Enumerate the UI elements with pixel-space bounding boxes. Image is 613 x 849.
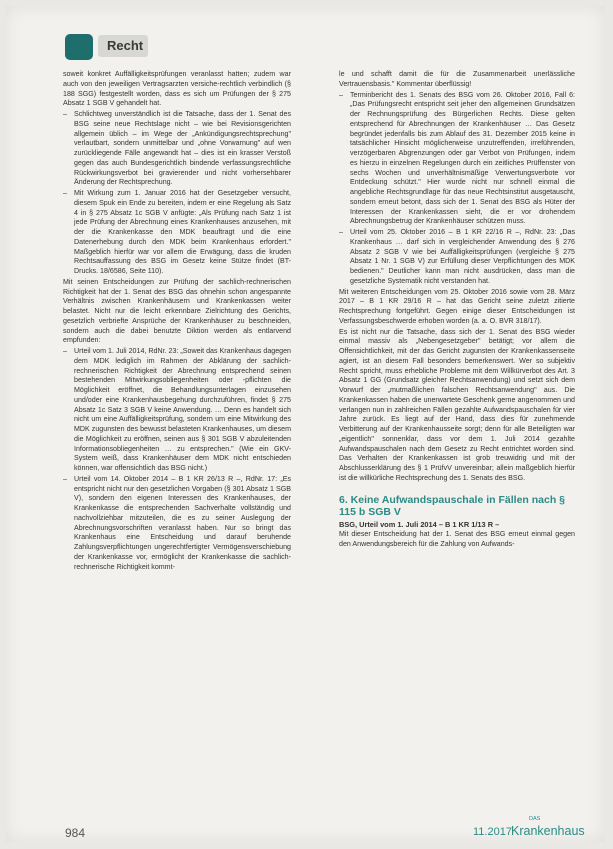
right-body-paragraph-1: Mit weiteren Entscheidungen vom 25. Oktober 2016 sowie vom 28. März 2017 – B 1 KR 29/16 R – hat das Gericht seine zuletzt zitierte Rechtsprechung fortgeführt. Gegen einige dieser Entscheidungen ist Verfassungsbeschwerde erhoben worden (a. a. O. BVR 318/17). [339,287,575,325]
section-label: Recht [98,35,148,57]
left-quote-list [63,347,291,572]
left-bullet-list [63,110,291,277]
list-item: – Urteil vom 14. Oktober 2014 – B 1 KR 26/13 R –, RdNr. 17: „Es entspricht nicht nur den gesetzlichen Vorgaben (§ 301 Absatz 1 SGB V), sondern den eigenen Interessen des Krankenhauses, der Krankenkasse die entsprechenden Sachverhalte vollständig und nachvollziehbar mitzuteilen, die es zu seiner Auslegung der Abrechnungsvorschriften veranlasst haben. Nur so bringt das Krankenhaus eine Entscheidung und darauf beruhende Zahlungsverpflichtungen ungerechtfertigter Vermögensverschiebung der Krankenkasse vor, ermöglicht der Krankenkasse die sachlich-rechnerische Richtigkeit kommt- [63,475,291,573]
right-column [339,70,575,551]
list-item: – Schlichtweg unverständlich ist die Tatsache, dass der 1. Senat des BSG seine neue Rechtslage nicht – wie bei Revisionsgerichten allgemein üblich – im Wege der „Ankündigungsrechtsprechung" verlautbart, sondern unmittelbar und „ohne Vorwarnung" auf wen zurückliegende Fälle angewandt hat – dies ist ein krasser Verstoß gegen das auch Bundesgerichtlich bindende verfassungsrechtliche Rückwirkungsverbot bei gravierender und nicht vorhersehbarer Änderung der Rechtsprechung. [63,110,291,188]
right-final-paragraph: Mit dieser Entscheidung hat der 1. Senat des BSG erneut einmal gegen den Anwendungsbereich für die Zahlung von Aufwands- [339,530,575,548]
right-bullet-list [339,91,575,287]
left-intro-paragraph: soweit konkret Auffälligkeitsprüfungen veranlasst hatten; zudem war auch von den jeweiligen Vertragsarzten versiche-rechtlich verbindlich (§ 188 SGG) festgestellt worden, dass es sich um Prüfungen der § 275 Absatz 1 SGB V gehandelt hat. [63,70,291,108]
issue-number: 11.2017 [473,826,512,838]
logo-prefix: DAS [529,816,541,822]
section-color-marker [65,34,93,60]
list-item: – Urteil vom 1. Juli 2014, RdNr. 23: „Soweit das Krankenhaus dagegen dem MDK lediglich im Rahmen der Abklärung der sachlich-rechnerischen Richtigkeit der Abrechnung entsprechend seinen bestehenden Mitwirkungsobliegenheiten oder -pflichten die Möglichkeit eröffnet, die Behandlungsunterlagen einzusehen und/oder eine Krankenhausbegehung durchzuführen, findet § 275 Absatz 1c Satz 3 SGB V keine Anwendung. … Denn es handelt sich nicht um eine Auffälligkeitsprüfung, sondern um eine Mitwirkung des MDK zugunsten des bewusst belasteten Krankenhauses, um diesem die Möglichkeit zu eröffnen, seinen aus § 301 SGB V abzuleitenden Informationsobliegenheiten … zu entsprechen." (Wie ein GKV-System weiß, dass Krankenhäuser dem MDK nicht entschieden können, war offensichtlich das BSG nicht.) [63,347,291,474]
right-intro-paragraph: le und schafft damit die für die Zusammenarbeit unerlässliche Vertrauensbasis." Kommentar überflüssig! [339,70,575,88]
left-body-paragraph: Mit seinen Entscheidungen zur Prüfung der sachlich-rechnerischen Richtigkeit hat der 1. Senat des BSG das ohnehin schon angespannte Verhältnis zwischen Krankenhäusern und Krankenkassen weiter belastet. Nicht nur die leicht erkennbare Zielrichtung des Gerichts, gesetzlich verbriefte Ansprüche der Krankenhäuser zu beschneiden, sondern auch die dabei benutzte Diktion werden als entlarvend empfunden: [63,277,291,345]
section-heading: 6. Keine Aufwandspauschale in Fällen nach § 115 b SGB V [339,493,566,518]
list-item: – Terminbericht des 1. Senats des BSG vom 26. Oktober 2016, Fall 6: „Das Prüfungsrecht entspricht seit jeher den allgemeinen Grundsätzen der Rechnungsprüfung des Bürgerlichen Rechts. Diese gelten entsprechend für Abrechnungen der Krankenhäuser … Das Gesetz begründet jedenfalls bis zum Ablauf des 31. Dezember 2015 keine in tatsächlicher Hinsicht möglicherweise unzutreffenden, irreführenden, verzögerbaren Abgrenzungen oder gar Verbot von Prüfungen, indem es hierzu in einzelnen Regelungen durch ein zeitliches Prüffenster von sechs Wochen und unverhältnismäßige Verwertungsverbote vor Entdeckung schützt." Hier wurde nicht nur schnell einmal die angebliche Rechtsgrundlage für das neue Rechtsinstitut ausgetauscht, sondern erneut betont, dass sich der 1. Senat des BSG als Hüter der Interessen der Krankenkassen sieht, die er vor drohendem Abrechnungsbetrug der Krankenhäuser schützen muss. [339,91,575,228]
page-number: 984 [65,826,86,840]
list-item: – Mit Wirkung zum 1. Januar 2016 hat der Gesetzgeber versucht, diesem Spuk ein Ende zu bereiten, indem er eine Regelung als Satz 4 in § 275 Absatz 1c SGB V anfügte: „Als Prüfung nach Satz 1 ist jede Prüfung der Abrechnung eines Krankenhauses anzusehen, mit der die Krankenkasse den MDK beauftragt und die eine Datenerhebung durch den MDK beim Krankenhaus erfordert." Maßgeblich hierfür war vor allem die Erwägung, dass die kruden Rechtsauffassung des BSG im Gesetz keine Stütze findet (BT-Drucks. 18/6586, Seite 110). [63,189,291,277]
case-citation: BSG, Urteil vom 1. Juli 2014 – B 1 KR 1/13 R – [339,519,500,529]
magazine-logo [511,812,585,842]
right-body-paragraph-2: Es ist nicht nur die Tatsache, dass sich der 1. Senat des BSG wieder einmal massiv als „Nebengesetzgeber" betätigt; vor allem die Offensichtlichkeit, mit der das Gericht zugunsten der Krankenkassenseite agiert, ist an diesem Fall besonders bemerkenswert. Wer so subjektiv Recht spricht, muss erhebliche Probleme mit dem Willkürverbot des Art. 3 Absatz 1 GG (Grundsatz gleicher Rechtsanwendung) und setzt sich dem Vorwurf der „mutmaßlichen falschen Rechtsanwendung" aus. Die Krankenkassen haben die unerwartete Geschenk gerne angenommen und verlangen nun in zahlreichen Fällen gezahlte Aufwandspauschalen für vier Jahre zurück. Es liegt auf der Hand, dass dies für zunehmende Verbitterung auf der Krankenhausseite sorgt; denn für alle Beteiligten war „eigentlich" sonnenklar, dass vor dem 1. Juli 2014 gezahlte Aufwandspauschalen nach dem Gesetz zu Recht entrichtet worden sind. Das Verhalten der Krankenkassen ist grob treuwidrig und mit der Abschlusserklärung des § 1 PrüfvV unvereinbar; allein maßgeblich hierfür ist die willkürliche Rechtsprechung des 1. Senats des BSG. [339,327,575,482]
logo-title: Krankenhaus [511,824,585,838]
list-item: – Urteil vom 25. Oktober 2016 – B 1 KR 22/16 R –, RdNr. 23: „Das Krankenhaus … darf sich in vergleichender Anwendung des § 276 Absatz 2 SGB V wie bei Auffälligkeitsprüfungen (vergleiche § 275 Absatz 1 Nr. 1 SGB V) zur Erfüllung dieser Verpflichtungen des MDK bedienen." Deutlicher kann man nicht ausdrücken, dass man die gesetzliche Systematik nicht verstanden hat. [339,228,575,287]
left-column [63,70,291,573]
